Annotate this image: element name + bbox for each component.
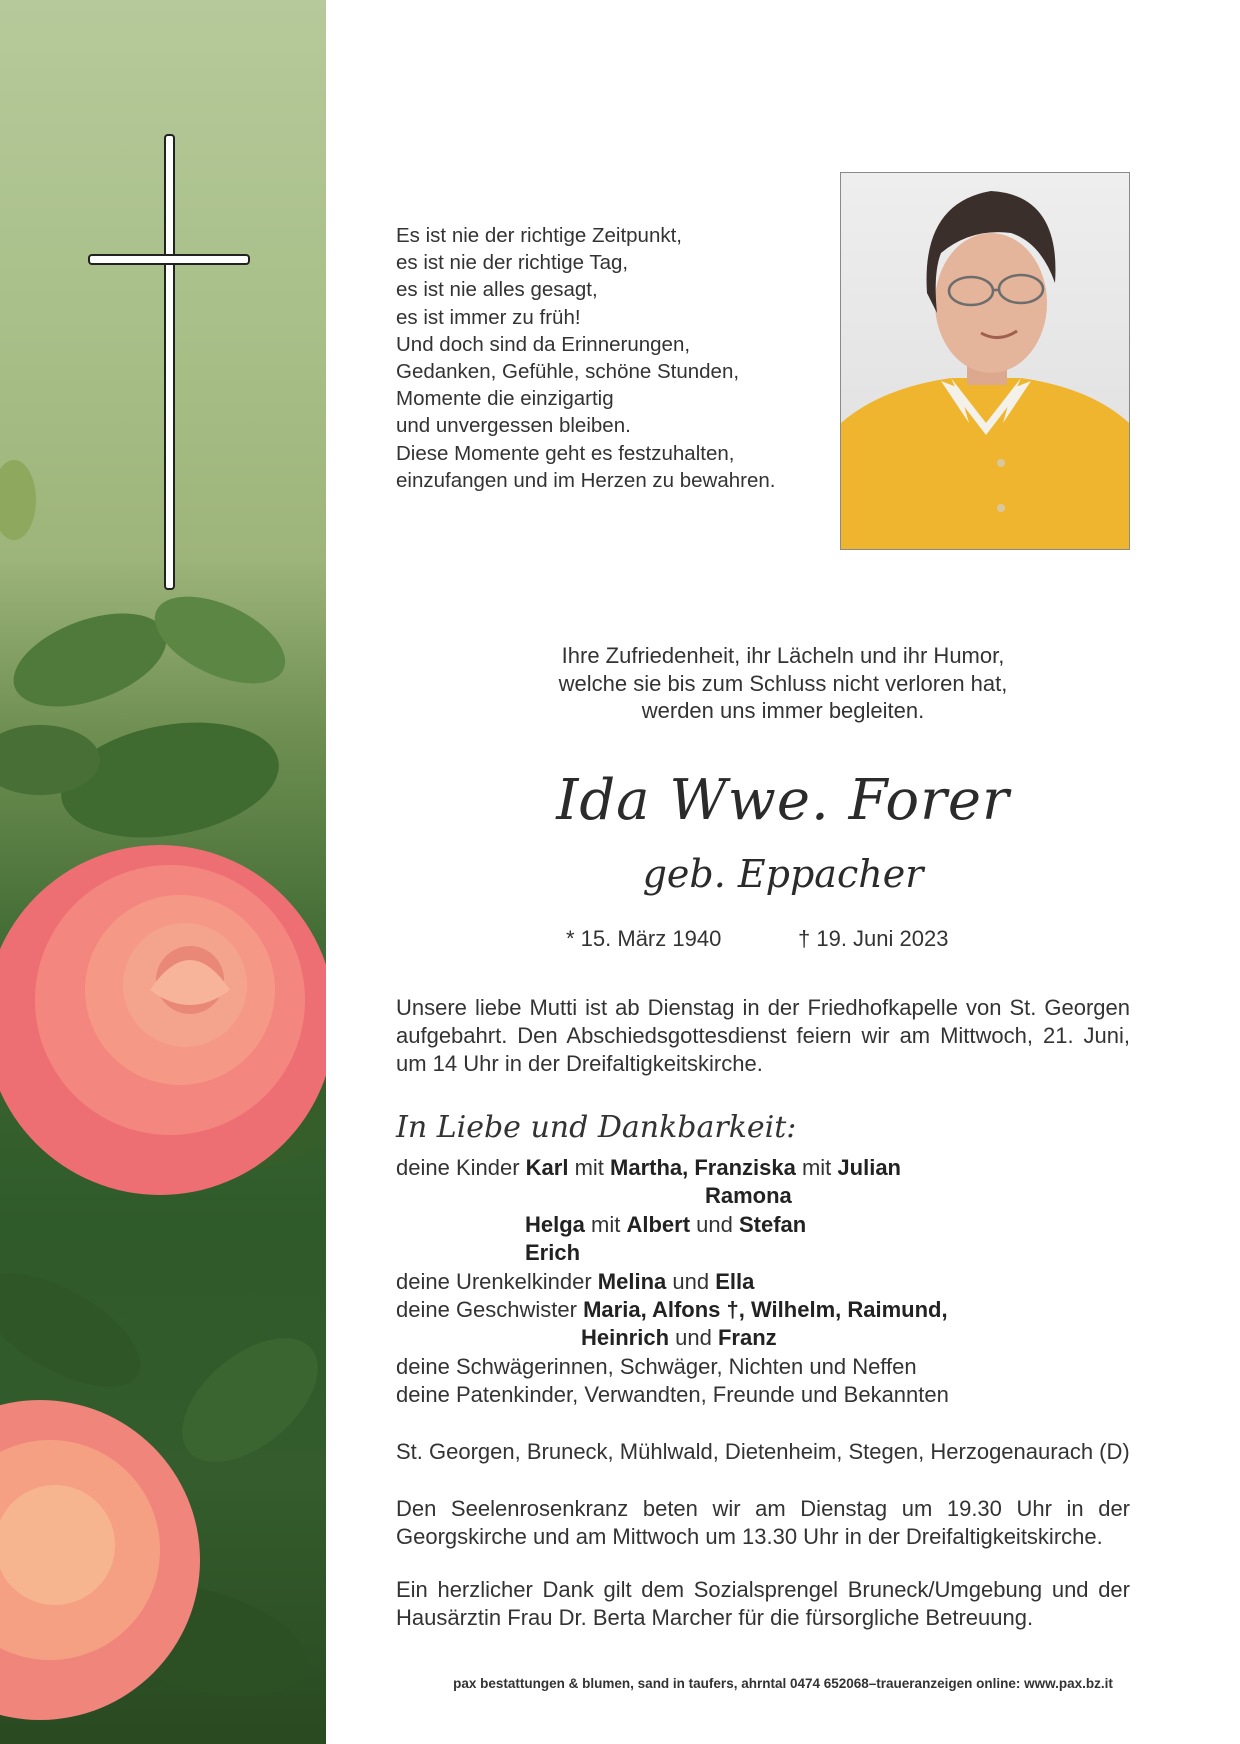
family-text: mit — [584, 1211, 627, 1237]
family-row-children-3 — [396, 1239, 949, 1267]
poem-line: und unvergessen bleiben. — [396, 414, 631, 438]
family-row-relatives: deine Patenkinder, Verwandten, Freunde und Bekannten — [396, 1382, 949, 1408]
places-line: St. Georgen, Bruneck, Mühlwald, Dietenheim, Stegen, Herzogenaurach (D) — [396, 1439, 1130, 1464]
family-row-great-grandchildren — [396, 1268, 949, 1296]
announcement-line: um 14 Uhr in der Dreifaltigkeitskirche. — [396, 1051, 763, 1077]
family-text: und — [669, 1325, 718, 1351]
family-member-name: Julian — [837, 1155, 901, 1180]
birth-date: * 15. März 1940 — [566, 926, 722, 951]
family-row-grandchild — [396, 1182, 949, 1210]
family-text: deine Urenkelkinder — [396, 1268, 598, 1294]
death-date: † 19. Juni 2023 — [798, 926, 949, 951]
poem — [396, 222, 776, 494]
thanks-heading: In Liebe und Dankbarkeit: — [396, 1110, 797, 1145]
poem-line: Und doch sind da Erinnerungen, — [396, 332, 691, 356]
memorial-quote — [326, 642, 1240, 725]
family-text: mit — [795, 1155, 838, 1180]
poem-line: einzufangen und im Herzen zu bewahren. — [396, 468, 776, 492]
gratitude-paragraph — [396, 1576, 1130, 1632]
family-member-name: Ramona — [705, 1183, 792, 1209]
family-text: deine Geschwister — [396, 1296, 584, 1322]
family-row-siblings-2 — [396, 1324, 949, 1352]
quote-line: werden uns immer begleiten. — [641, 698, 925, 723]
quote-line: welche sie bis zum Schluss nicht verloren hat, — [558, 670, 1008, 696]
family-row-children — [396, 1154, 949, 1182]
family-member-name: Franz — [717, 1325, 777, 1351]
family-member-name: Albert — [626, 1211, 691, 1237]
family-member-name: Helga — [525, 1211, 585, 1237]
gratitude-line: Ein herzlicher Dank gilt dem Sozialsprengel Bruneck/Umgebung und der — [396, 1577, 1130, 1602]
family-text: und — [690, 1211, 739, 1237]
poem-line: Momente die einzigartig — [396, 387, 614, 411]
family-row-in-laws: deine Schwägerinnen, Schwäger, Nichten und Neffen — [396, 1353, 917, 1379]
quote-line: Ihre Zufriedenheit, ihr Lächeln und ihr Humor, — [561, 643, 1005, 668]
maiden-name: geb. Eppacher — [642, 852, 924, 896]
family-row-children-2 — [396, 1211, 949, 1239]
footer-credit: pax bestattungen & blumen, sand in taufers, ahrntal 0474 652068–traueranzeigen online: www.pax.bz.it — [453, 1676, 1113, 1691]
family-member-name: Erich — [525, 1240, 581, 1266]
portrait-photo — [840, 172, 1130, 550]
family-text: und — [666, 1268, 716, 1294]
announcement-line: aufgebahrt. Den Abschiedsgottesdienst feiern wir am Mittwoch, 21. Juni, — [396, 1023, 1130, 1049]
family-member-name: Karl — [525, 1155, 569, 1180]
family-member-name: Martha, Franziska — [610, 1155, 796, 1180]
announcement-line: Unsere liebe Mutti ist ab Dienstag in der Friedhofkapelle von St. Georgen — [396, 995, 1130, 1020]
gratitude-line: Hausärztin Frau Dr. Berta Marcher für die fürsorgliche Betreuung. — [396, 1605, 1034, 1631]
rosary-paragraph — [396, 1495, 1130, 1551]
family-member-name: Maria, Alfons †, Wilhelm, Raimund, — [583, 1296, 948, 1322]
poem-line: Gedanken, Gefühle, schöne Stunden, — [396, 360, 740, 384]
poem-line: es ist nie alles gesagt, — [396, 278, 598, 302]
family-member-name: Heinrich — [581, 1325, 670, 1351]
rose-garden-image — [0, 0, 326, 1744]
poem-line: es ist nie der richtige Tag, — [396, 251, 629, 275]
family-text: deine Kinder — [396, 1155, 526, 1180]
family-member-name: Melina — [597, 1268, 667, 1294]
family-text: mit — [568, 1155, 611, 1180]
poem-line: Es ist nie der richtige Zeitpunkt, — [396, 224, 682, 247]
family-row-siblings — [396, 1296, 949, 1324]
deceased-name: Ida Wwe. Forer — [556, 768, 1010, 833]
announcement-paragraph — [396, 994, 1130, 1079]
poem-line: Diese Momente geht es festzuhalten, — [396, 441, 735, 465]
family-member-name: Stefan — [738, 1211, 807, 1237]
rosary-line: Georgskirche und am Mittwoch um 13.30 Uhr in der Dreifaltigkeitskirche. — [396, 1524, 1103, 1550]
family-list — [396, 1154, 949, 1410]
poem-line: es ist immer zu früh! — [396, 305, 581, 329]
family-member-name: Ella — [715, 1268, 755, 1294]
rosary-line: Den Seelenrosenkranz beten wir am Dienstag um 19.30 Uhr in der — [396, 1496, 1130, 1521]
